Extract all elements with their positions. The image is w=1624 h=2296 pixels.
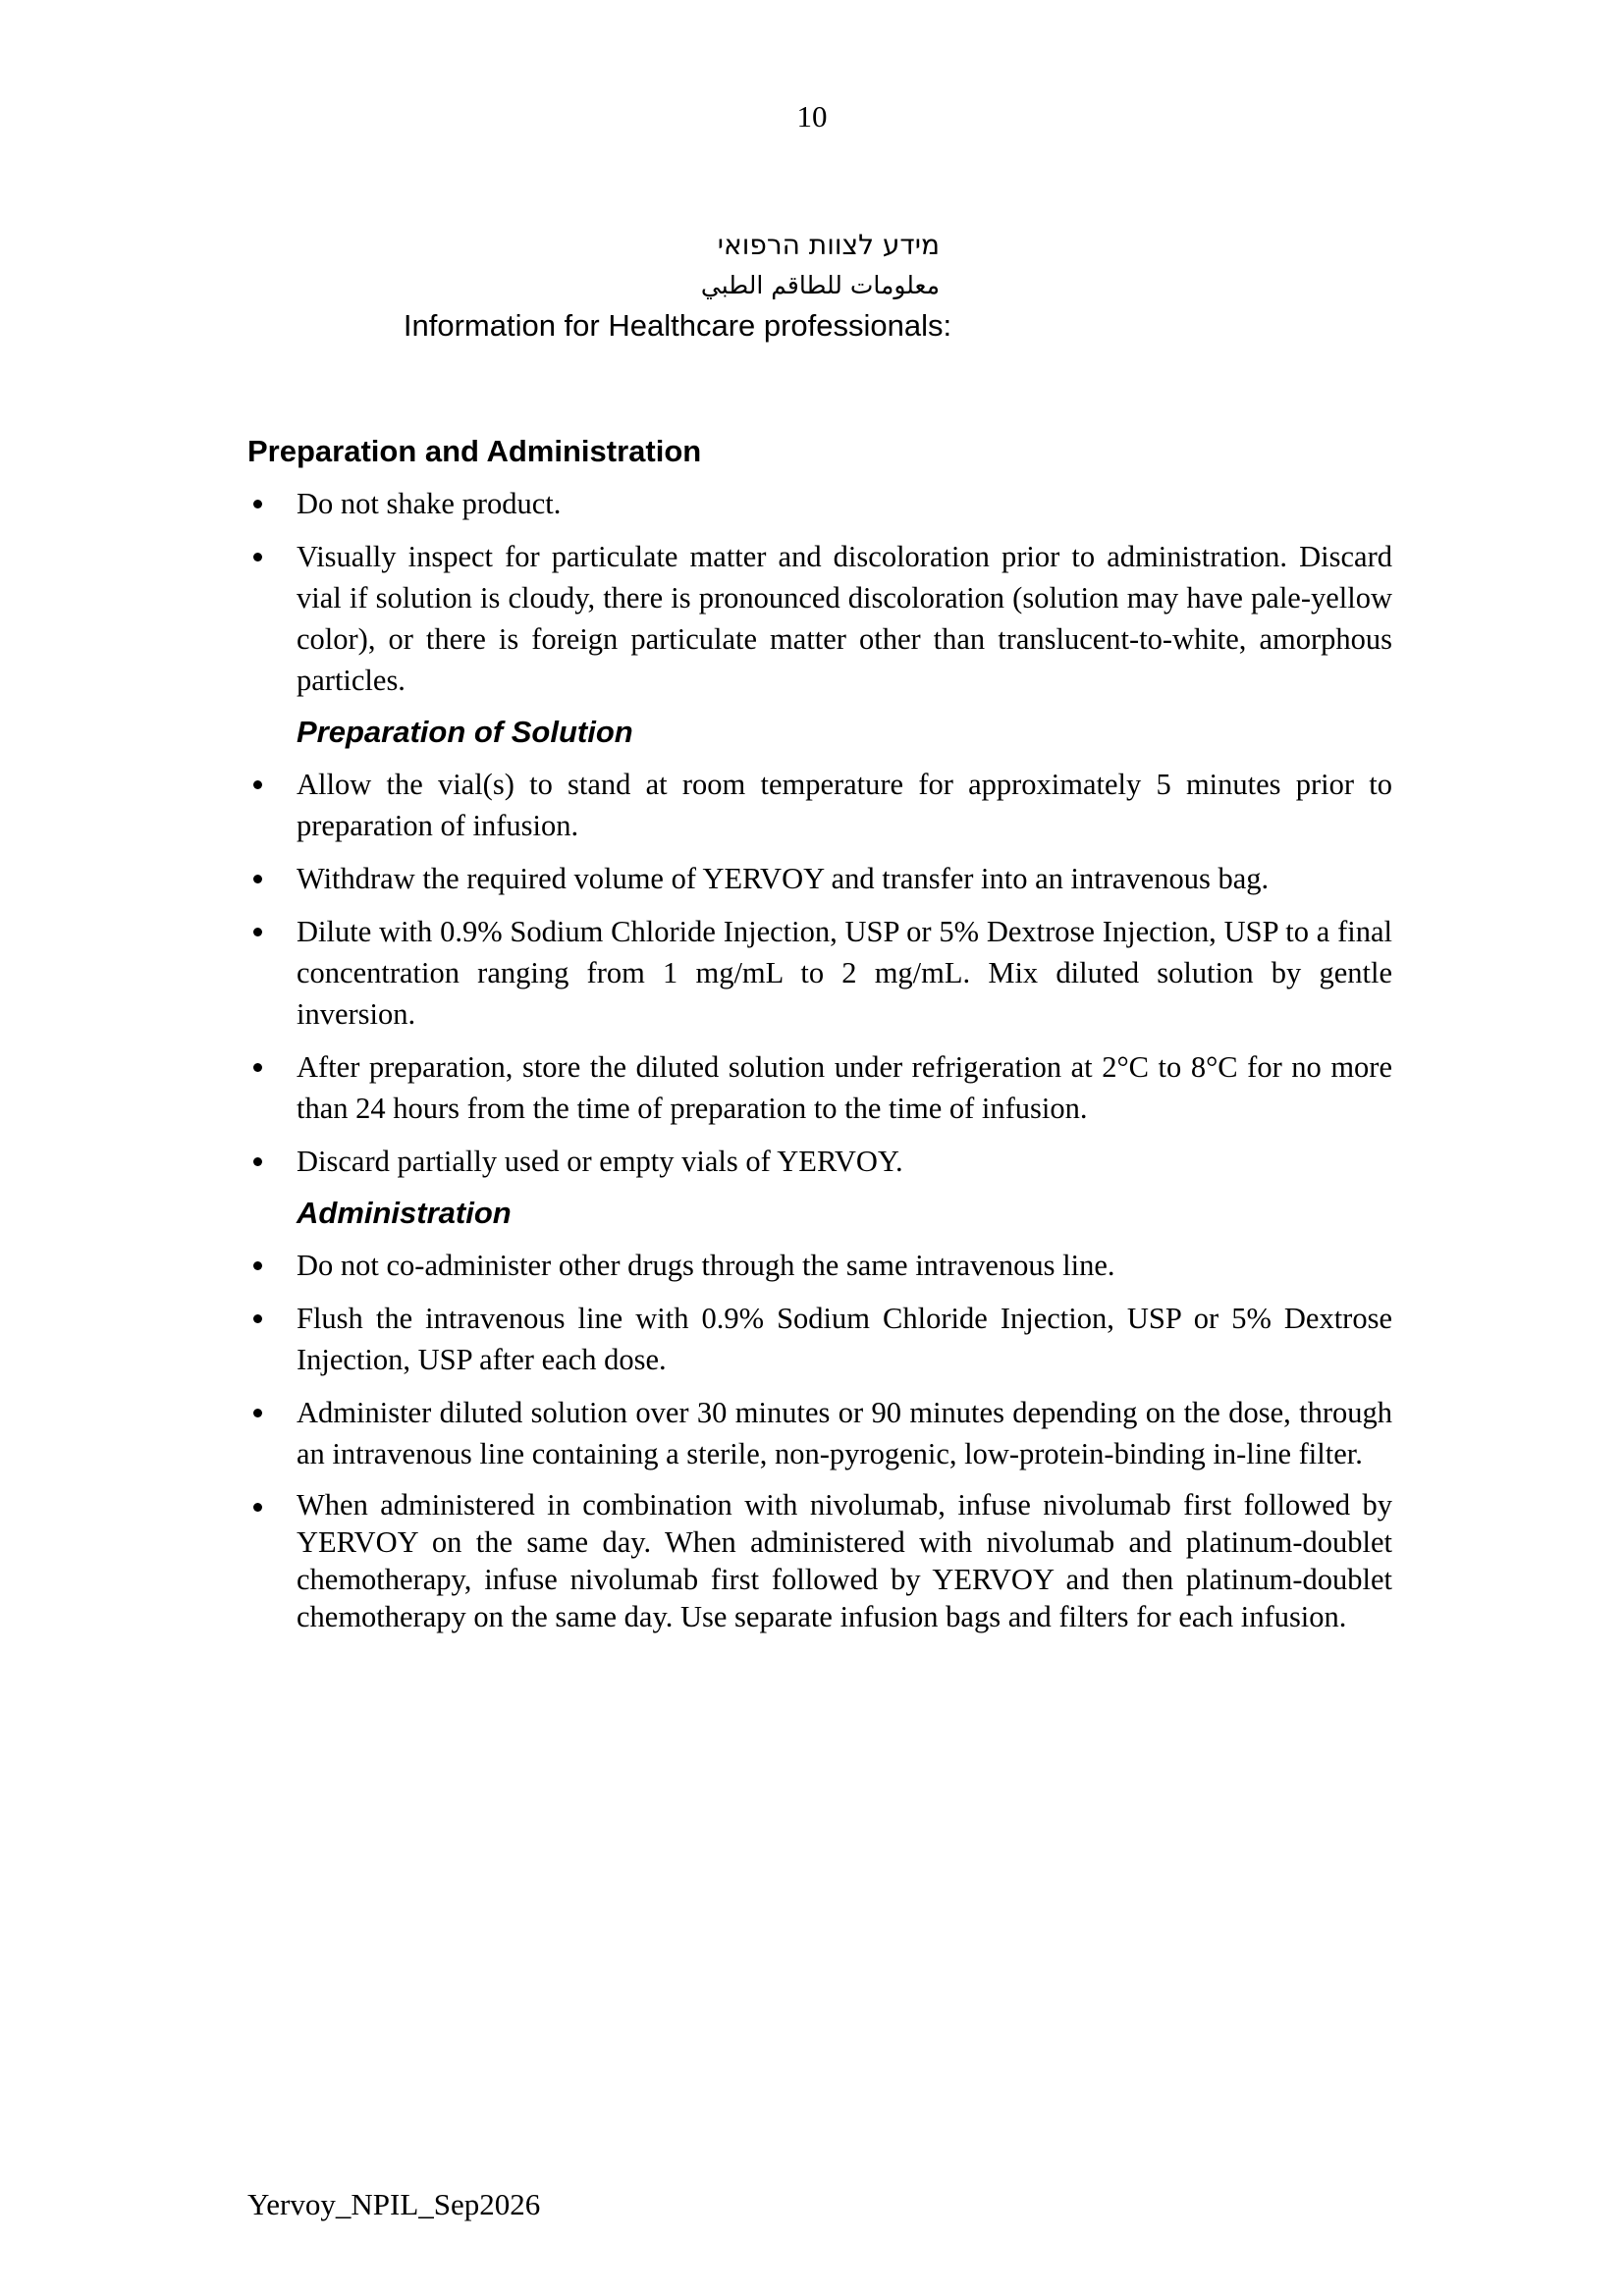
preparation-list <box>247 764 1392 1182</box>
list-item: Dilute with 0.9% Sodium Chloride Injection, USP or 5% Dextrose Injection, USP to a final concentration ranging from 1 mg/mL to 2 mg/mL. Mix diluted solution by gentle inversion. <box>247 911 1392 1035</box>
bullet-icon <box>253 928 262 936</box>
bullet-icon <box>253 1157 262 1166</box>
bullet-icon <box>253 553 262 561</box>
list-item: After preparation, store the diluted solution under refrigeration at 2°C to 8°C for no more than 24 hours from the time of preparation to the time of infusion. <box>247 1046 1392 1129</box>
list-item: Withdraw the required volume of YERVOY and transfer into an intravenous bag. <box>247 858 1392 899</box>
intro-list <box>247 483 1392 701</box>
main-content <box>247 432 1392 1647</box>
bullet-icon <box>253 1409 262 1417</box>
preparation-heading: Preparation of Solution <box>297 715 633 749</box>
document-footer: Yervoy_NPIL_Sep2026 <box>247 2187 541 2221</box>
header-english: Information for Healthcare professionals: <box>403 308 952 343</box>
list-item: Allow the vial(s) to stand at room temperature for approximately 5 minutes prior to preparation of infusion. <box>247 764 1392 846</box>
bullet-icon <box>253 1314 262 1323</box>
list-item: Do not co-administer other drugs through the same intravenous line. <box>247 1245 1392 1286</box>
section-title: Preparation and Administration <box>247 434 702 468</box>
list-item: Visually inspect for particulate matter and discoloration prior to administration. Discard vial if solution is cloudy, there is pronounced discoloration (solution may have pale-yellow color), or there is foreign particulate matter other than translucent-to-white, amorphous particles. <box>247 536 1392 701</box>
bullet-icon <box>253 875 262 883</box>
bullet-icon <box>253 780 262 789</box>
page-number: 10 <box>796 99 828 133</box>
list-item: Do not shake product. <box>247 483 1392 524</box>
header-hebrew: מידע לצוות הרפואי <box>717 229 940 261</box>
administration-heading: Administration <box>297 1196 512 1230</box>
bullet-icon <box>253 1503 262 1512</box>
header-arabic: معلومات للطاقم الطبي <box>700 271 940 299</box>
list-item: Administer diluted solution over 30 minutes or 90 minutes depending on the dose, through an intravenous line containing a sterile, non-pyrogenic, low-protein-binding in-line filter. <box>247 1392 1392 1474</box>
list-item: Flush the intravenous line with 0.9% Sodium Chloride Injection, USP or 5% Dextrose Injection, USP after each dose. <box>247 1298 1392 1380</box>
administration-list <box>247 1245 1392 1635</box>
bullet-icon <box>253 1261 262 1270</box>
list-item: Discard partially used or empty vials of YERVOY. <box>247 1141 1392 1182</box>
bullet-icon <box>253 1063 262 1072</box>
bullet-icon <box>253 500 262 508</box>
list-item: When administered in combination with nivolumab, infuse nivolumab first followed by YERVOY on the same day. When administered with nivolumab and platinum-doublet chemotherapy, infuse nivolumab first followed by YERVOY and then platinum-doublet chemotherapy on the same day. Use separate infusion bags and filters for each infusion. <box>247 1486 1392 1635</box>
